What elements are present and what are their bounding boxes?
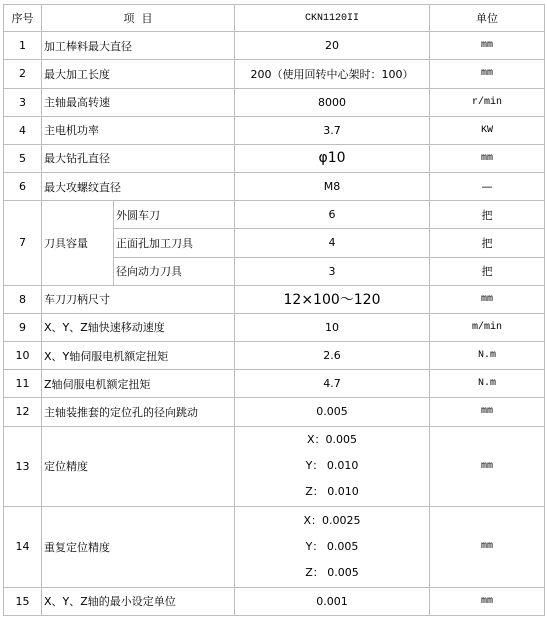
row-no: 1 [4,32,42,60]
row-unit: KW [430,116,545,144]
header-no: 序号 [4,5,42,32]
row-value: 3.7 [235,116,430,144]
table-row [4,285,545,313]
table-row [4,507,545,588]
row-value: 2.6 [235,342,430,370]
row-unit: mm [430,285,545,313]
table-row [4,144,545,172]
row-no: 4 [4,116,42,144]
row-value: 4.7 [235,370,430,398]
sub-item: 径向动力刀具 [114,257,235,285]
table-row [4,201,545,229]
table-row [4,88,545,116]
table-row [4,342,545,370]
row-no: 5 [4,144,42,172]
row-no: 9 [4,313,42,341]
value-z: Z： 0.005 [305,565,359,579]
sub-item: 正面孔加工刀具 [114,229,235,257]
row-value: 0.005 [235,398,430,426]
row-no: 6 [4,173,42,201]
table-row [4,313,545,341]
row-item: X、Y轴伺服电机额定扭矩 [42,342,235,370]
row-value: 6 [235,201,430,229]
table-row [4,173,545,201]
header-unit: 单位 [430,5,545,32]
row-unit: 把 [430,229,545,257]
table-row [4,60,545,88]
table-row [4,370,545,398]
row-item: X、Y、Z轴快速移动速度 [42,313,235,341]
row-no: 12 [4,398,42,426]
row-unit: 把 [430,257,545,285]
row-unit: 把 [430,201,545,229]
table-row [4,587,545,615]
row-no: 15 [4,587,42,615]
row-value: 8000 [235,88,430,116]
row-no: 2 [4,60,42,88]
row-value: 4 [235,229,430,257]
row-item: 加工棒料最大直径 [42,32,235,60]
value-y: Y： 0.005 [305,539,359,553]
row-unit: N.m [430,342,545,370]
value-x: X：0.005 [306,433,358,447]
row-unit: m/min [430,313,545,341]
table-row [4,116,545,144]
row-unit: mm [430,32,545,60]
row-unit: mm [430,426,545,507]
row-no: 13 [4,426,42,507]
value-y: Y： 0.010 [305,459,359,473]
row-value: 12×100～120 [235,285,430,313]
row-unit: r/min [430,88,545,116]
row-value: M8 [235,173,430,201]
row-no: 3 [4,88,42,116]
value-z: Z： 0.010 [305,485,359,499]
row-unit: N.m [430,370,545,398]
row-no: 8 [4,285,42,313]
row-no: 7 [4,201,42,286]
row-unit: — [430,173,545,201]
row-value: φ10 [235,144,430,172]
row-no: 11 [4,370,42,398]
row-item: 最大攻螺纹直径 [42,173,235,201]
header-item: 项 目 [42,5,235,32]
row-item: 定位精度 [42,426,235,507]
row-item: 刀具容量 [42,201,114,286]
header-row [4,5,545,32]
row-values [235,507,430,588]
row-value: 10 [235,313,430,341]
row-unit: mm [430,587,545,615]
row-no: 10 [4,342,42,370]
spec-table [3,4,545,616]
row-item: 主轴最高转速 [42,88,235,116]
table-row [4,426,545,507]
row-unit: mm [430,60,545,88]
row-item: Z轴伺服电机额定扭矩 [42,370,235,398]
row-item: 主轴装推套的定位孔的径向跳动 [42,398,235,426]
table-row [4,32,545,60]
row-values [235,426,430,507]
row-item: 重复定位精度 [42,507,235,588]
header-model: CKN1120II [235,5,430,32]
sub-item: 外圆车刀 [114,201,235,229]
row-unit: mm [430,398,545,426]
row-value: 3 [235,257,430,285]
row-item: 最大钻孔直径 [42,144,235,172]
row-unit: mm [430,507,545,588]
row-value: 0.001 [235,587,430,615]
row-item: 车刀刀柄尺寸 [42,285,235,313]
row-item: 最大加工长度 [42,60,235,88]
row-item: 主电机功率 [42,116,235,144]
row-unit: mm [430,144,545,172]
row-no: 14 [4,507,42,588]
row-value: 20 [235,32,430,60]
table-row [4,398,545,426]
value-x: X：0.0025 [303,513,361,527]
row-item: X、Y、Z轴的最小设定单位 [42,587,235,615]
row-value: 200（使用回转中心架时：100） [235,60,430,88]
